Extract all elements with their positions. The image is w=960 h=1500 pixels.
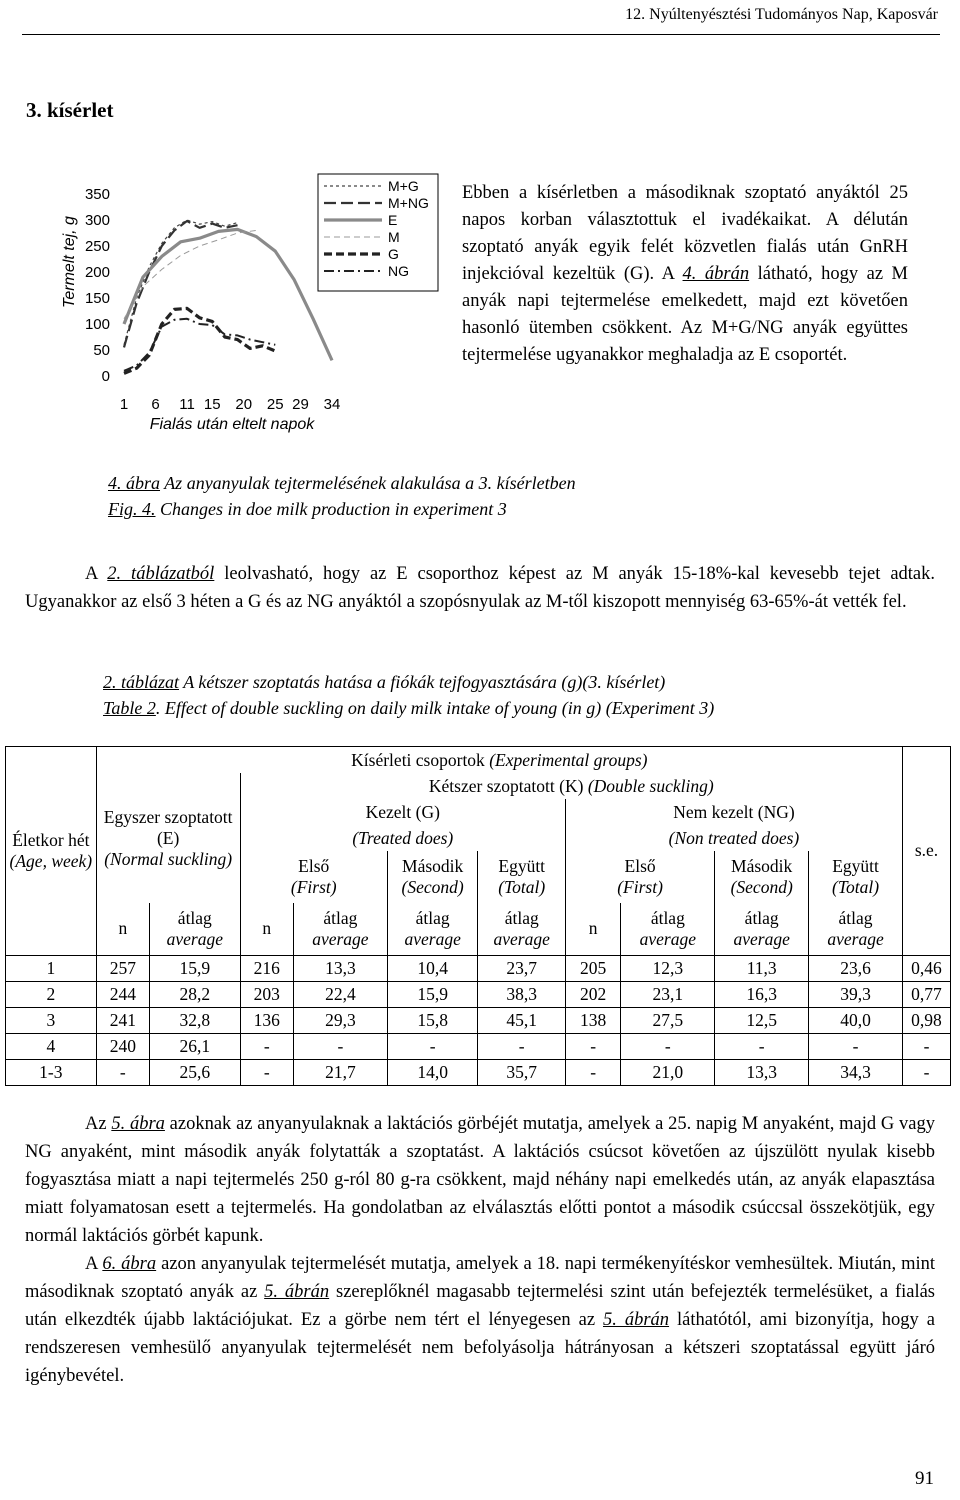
table-cell: 23,6 (809, 955, 903, 981)
average-header: átlag average (149, 903, 240, 955)
table-caption-hu (103, 672, 665, 693)
para1-post: leolvasható, hogy az E csoporthoz képest az M anyák 15-18%-kal kevesebb tejet adtak. Ugyanakkor az első 3 héten a G és az NG anyáktól a szopósnyulak az M-től kiszopott mennyiség 63-65%-át vették fel. (25, 564, 936, 612)
table-cell: 0,77 (902, 981, 950, 1007)
y-tick-label: 0 (101, 368, 110, 385)
second-header: Második (Second) (715, 851, 809, 903)
legend-label: M (388, 229, 400, 245)
table-cell: 23,1 (621, 981, 715, 1007)
intro-text-post: látható, hogy az M anyák napi tejtermelése emelkedett, majd ezt követően hasonló ütemben csökkent. Az M+G/NG anyák együttes tejtermelése ugyanakkor meghaladja az E csoportét. (462, 264, 909, 365)
figure-caption-text: Az anyanyulak tejtermelésének alakulása a 3. kísérletben (160, 473, 576, 493)
average-header: átlag average (387, 903, 478, 955)
table-cell: 244 (96, 981, 149, 1007)
table-caption-en-text: . Effect of double suckling on daily milk intake of young (in g) (Experiment 3) (155, 698, 715, 718)
table-cell: 27,5 (621, 1007, 715, 1033)
x-axis-label: Fialás után eltelt napok (149, 416, 315, 433)
table-cell: - (715, 1033, 809, 1059)
x-tick-label: 1 (119, 396, 129, 413)
legend-label: G (388, 246, 399, 262)
fig5-ref[interactable]: 5. ábra (111, 1114, 165, 1134)
table-row (6, 1059, 951, 1085)
legend-label: M+NG (388, 195, 429, 211)
table-row (6, 1033, 951, 1059)
table-cell: - (293, 1033, 387, 1059)
total-header: Együtt (Total) (478, 851, 565, 903)
series-line-g (124, 308, 275, 373)
table-cell: 23,7 (478, 955, 565, 981)
table-cell: 240 (96, 1033, 149, 1059)
milk-production-chart (52, 172, 444, 442)
legend-label: NG (388, 263, 409, 279)
average-header: átlag average (809, 903, 903, 955)
table-header-row (6, 903, 951, 955)
legend-label: E (388, 212, 398, 228)
table-caption-text: A kétszer szoptatás hatása a fiókák tejfogyasztására (g)(3. kísérlet) (179, 672, 666, 692)
first-header: Első (First) (565, 851, 714, 903)
table-cell: 0,46 (902, 955, 950, 981)
table-cell: 205 (565, 955, 620, 981)
table-cell: 202 (565, 981, 620, 1007)
table-cell: 1 (6, 955, 97, 981)
table-header-row (6, 773, 951, 799)
chart-legend-box (318, 174, 438, 291)
fig5-ref[interactable]: 5. ábrán (603, 1310, 670, 1330)
figure-caption-ref[interactable]: 4. ábra (108, 473, 161, 493)
paragraph-fig6: A 6. ábra azon anyanyulak tejtermelését mutatja, amelyek a 18. napi termékenyítéskor vemhesültek. Miután, mint másodiknak szoptató anyák az 5. ábrán szereplőknél magasabb tejtermelési szint után befejezték termelésüket, a fialás után elkezdték újabb laktációjukat. Ez a görbe nem tért el lényegesen az 5. ábrán láthatótól, ami bizonyítja, hogy a rendszeresen vemhesülő anyanyulak tejtermelését nem befolyásolja hátrányosan a kétszeri szoptatással együtt járó igénybevétel. (25, 1254, 936, 1386)
table-cell: 2 (6, 981, 97, 1007)
figure-caption-hu (108, 473, 576, 494)
nontreated-header-en: (Non treated does) (565, 825, 902, 851)
table-cell: 13,3 (293, 955, 387, 981)
table-cell: - (565, 1033, 620, 1059)
average-header: átlag average (715, 903, 809, 955)
table-cell: 257 (96, 955, 149, 981)
nontreated-header: Nem kezelt (NG) (565, 799, 902, 825)
table-cell: 12,3 (621, 955, 715, 981)
running-header: 12. Nyúltenyésztési Tudományos Nap, Kaposvár (625, 6, 938, 23)
table-cell: 203 (240, 981, 293, 1007)
average-header: átlag average (293, 903, 387, 955)
y-tick-label: 50 (93, 342, 110, 359)
table-cell: - (478, 1033, 565, 1059)
figure-caption-en-text: Changes in doe milk production in experiment 3 (155, 499, 507, 519)
groups-header: Kísérleti csoportok (Experimental groups) (96, 747, 902, 774)
table-cell: 21,7 (293, 1059, 387, 1085)
y-tick-label: 300 (84, 212, 110, 229)
n-header: n (240, 903, 293, 955)
table-cell: - (809, 1033, 903, 1059)
y-tick-label: 200 (84, 264, 110, 281)
table-cell: 13,3 (715, 1059, 809, 1085)
age-header: Életkor hét (Age, week) (6, 747, 97, 956)
table-caption-ref[interactable]: 2. táblázat (103, 672, 180, 692)
n-header: n (96, 903, 149, 955)
section-title: 3. kísérlet (26, 98, 114, 122)
table-cell: 34,3 (809, 1059, 903, 1085)
legend-label: M+G (388, 178, 419, 194)
x-tick-label: 34 (323, 396, 341, 413)
y-tick-label: 350 (84, 186, 110, 203)
intro-paragraph (462, 180, 908, 369)
series-line-ng (124, 319, 275, 371)
x-tick-label: 15 (203, 396, 221, 413)
table-cell: - (387, 1033, 478, 1059)
table-cell: 12,5 (715, 1007, 809, 1033)
table-cell: 25,6 (149, 1059, 240, 1085)
table-cell: 241 (96, 1007, 149, 1033)
table-cell: 29,3 (293, 1007, 387, 1033)
y-tick-labels (85, 186, 110, 385)
single-suckling-header: Egyszer szoptatott (E) (Normal suckling) (96, 773, 240, 903)
para1-pre: A (85, 564, 108, 584)
table-cell: 10,4 (387, 955, 478, 981)
table-cell: 11,3 (715, 955, 809, 981)
table-cell: 21,0 (621, 1059, 715, 1085)
table-cell: 136 (240, 1007, 293, 1033)
table-caption-en (103, 698, 714, 719)
intro-text-pre: Ebben a kísérletben a másodiknak szoptató anyáktól 25 napos korban választottuk el ivadékaikat. A délután szoptató anyák egyik felét közvetlen fialás után GnRH injekcióval kezeltük (G). A (462, 183, 908, 284)
table-header-row (6, 747, 951, 774)
treated-header-en: (Treated does) (240, 825, 565, 851)
y-tick-label: 150 (84, 290, 110, 307)
table-cell: 14,0 (387, 1059, 478, 1085)
table-cell: - (565, 1059, 620, 1085)
fig6-ref[interactable]: 6. ábra (102, 1254, 157, 1274)
table-cell: 138 (565, 1007, 620, 1033)
x-tick-label: 6 (151, 396, 160, 413)
double-suckling-header: Kétszer szoptatott (K) (Double suckling) (240, 773, 902, 799)
x-tick-label: 20 (235, 396, 253, 413)
table-row (6, 981, 951, 1007)
table-cell: 26,1 (149, 1033, 240, 1059)
table-cell: - (621, 1033, 715, 1059)
y-axis-label: Termelt tej, g (61, 216, 78, 308)
table-cell: - (96, 1059, 149, 1085)
x-tick-label: 11 (179, 396, 195, 413)
treated-header: Kezelt (G) (240, 799, 565, 825)
table-cell: 45,1 (478, 1007, 565, 1033)
average-header: átlag average (621, 903, 715, 955)
intro-figure-ref[interactable]: 4. ábrán (682, 264, 750, 284)
table-cell: 3 (6, 1007, 97, 1033)
page-number: 91 (915, 1468, 934, 1489)
table-cell: 4 (6, 1033, 97, 1059)
table-cell: 15,9 (387, 981, 478, 1007)
header-rule (22, 34, 940, 35)
table-cell: 38,3 (478, 981, 565, 1007)
total-header: Együtt (Total) (809, 851, 903, 903)
table-cell: 40,0 (809, 1007, 903, 1033)
series-lines (124, 220, 332, 373)
paragraph-fig5: Az 5. ábra azoknak az anyanyulaknak a laktációs görbéjét mutatja, amelyek a 25. napig M anyaként, majd G vagy NG anyaként, mint második anyák folytatták a szoptatást. A laktációs csúcsot követően az újszülött nyulak kisebb fogyasztása miatt a napi tejtermelés 250 g-ról 80 g-ra csökkent, majd néhány napi emelkedés után, az anyák elapasztása miatt folyamatosan esett a tejtermelés. Ha gondolatban az elválasztás előtti pontot a második csúccsal összekötjük, egy normál laktációs görbét kapunk. (25, 1114, 935, 1246)
table-row (6, 1007, 951, 1033)
paragraph-table-intro (25, 560, 935, 616)
table-cell: 35,7 (478, 1059, 565, 1085)
y-tick-label: 250 (84, 238, 110, 255)
n-header: n (565, 903, 620, 955)
second-header: Második (Second) (387, 851, 478, 903)
table-cell: 216 (240, 955, 293, 981)
table-cell: 39,3 (809, 981, 903, 1007)
table-cell: 1-3 (6, 1059, 97, 1085)
y-tick-label: 100 (84, 316, 110, 333)
table-cell: 28,2 (149, 981, 240, 1007)
se-header: s.e. (902, 747, 950, 956)
para1-table-ref[interactable]: 2. táblázatból (107, 564, 215, 584)
x-tick-label: 25 (266, 396, 284, 413)
table-cell: - (902, 1059, 950, 1085)
table-caption-en-ref[interactable]: Table 2 (103, 698, 156, 718)
table-cell: - (240, 1059, 293, 1085)
table-cell: 16,3 (715, 981, 809, 1007)
average-header: átlag average (478, 903, 565, 955)
table-cell: 22,4 (293, 981, 387, 1007)
figure-caption-en (108, 499, 507, 520)
milk-intake-table (5, 746, 951, 1086)
table-cell: 15,8 (387, 1007, 478, 1033)
first-header: Első (First) (240, 851, 387, 903)
table-cell: - (240, 1033, 293, 1059)
paragraph-body (25, 1110, 935, 1390)
x-tick-labels (120, 396, 341, 413)
figure-caption-en-ref[interactable]: Fig. 4. (108, 499, 156, 519)
table-cell: - (902, 1033, 950, 1059)
x-tick-label: 29 (292, 396, 309, 413)
fig5-ref[interactable]: 5. ábrán (264, 1282, 330, 1302)
table-cell: 15,9 (149, 955, 240, 981)
table-cell: 0,98 (902, 1007, 950, 1033)
table-cell: 32,8 (149, 1007, 240, 1033)
table-row (6, 955, 951, 981)
